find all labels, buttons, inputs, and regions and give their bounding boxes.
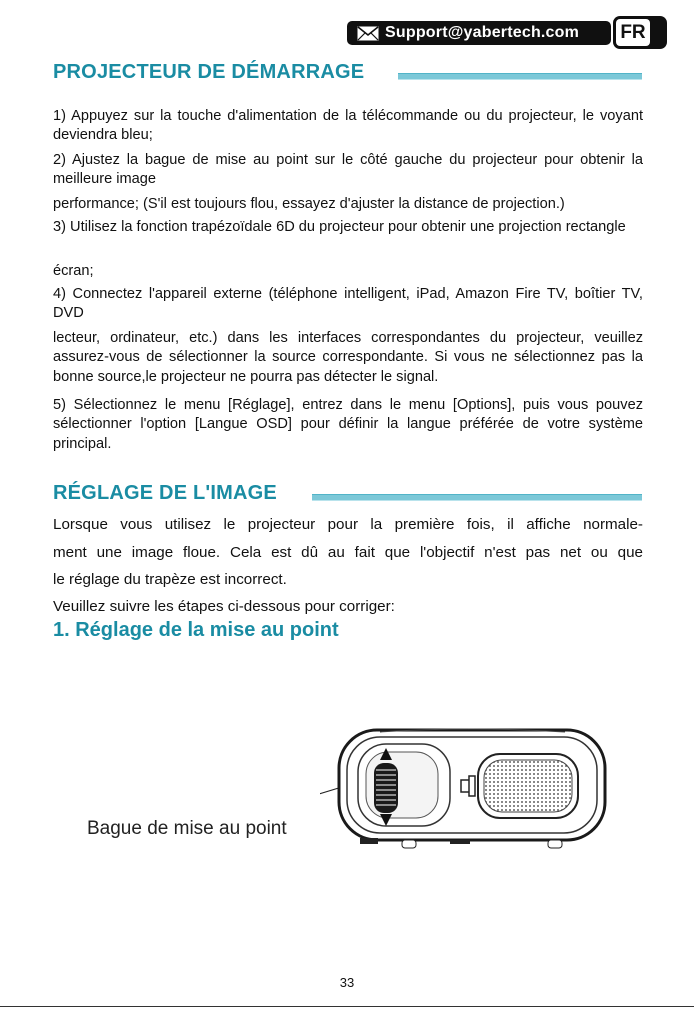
language-code: FR: [616, 19, 650, 46]
support-email-badge: [347, 21, 611, 45]
focus-ring-label: Bague de mise au point: [87, 818, 287, 839]
step-3-continuation: écran;: [53, 263, 94, 279]
section-title-rule-2: [312, 494, 642, 501]
language-badge: [613, 16, 667, 49]
step-5-text: 5) Sélectionnez le menu [Réglage], entrez dans le menu [Options], puis vous pouvez sélectionner l'option [Langue OSD] pour définir la langue préférée de votre système principal.: [53, 397, 643, 452]
step-4-continuation: lecteur, ordinateur, etc.) dans les interfaces correspondantes du projecteur, veuillez assurez-vous de sélectionner la source correspondante. Si vous ne sélectionnez pas la bonne source,le projecteur ne pourra pas détecter le signal.: [53, 330, 643, 385]
focus-subtitle: 1. Réglage de la mise au point: [53, 619, 339, 641]
section-title-image: RÉGLAGE DE L'IMAGE: [53, 482, 277, 504]
intro-line-2: ment une image floue. Cela est dû au fait que l'objectif n'est pas net ou que: [53, 544, 643, 561]
step-3-text: 3) Utilisez la fonction trapézoïdale 6D du projecteur pour obtenir une projection rectangle: [53, 219, 626, 235]
step-2-continuation: performance; (S'il est toujours flou, essayez d'ajuster la distance de projection.): [53, 196, 565, 212]
page-number: 33: [339, 975, 355, 990]
support-email-text: Support@yabertech.com: [385, 24, 580, 41]
step-2-text: 2) Ajustez la bague de mise au point sur le côté gauche du projecteur pour obtenir la meilleure image: [53, 152, 643, 188]
step-1-text: 1) Appuyez sur la touche d'alimentation de la télécommande ou du projecteur, le voyant deviendra bleu;: [53, 108, 643, 144]
section-title-rule: [398, 73, 642, 80]
intro-line-1: Lorsque vous utilisez le projecteur pour la première fois, il affiche normale-: [53, 516, 643, 533]
bottom-rule: [0, 1006, 694, 1007]
intro-follow-text: Veuillez suivre les étapes ci-dessous pour corriger:: [53, 598, 395, 615]
envelope-icon: [357, 26, 379, 41]
intro-line-3: le réglage du trapèze est incorrect.: [53, 571, 287, 588]
projector-illustration: [320, 720, 620, 860]
section-title-start: PROJECTEUR DE DÉMARRAGE: [53, 61, 365, 83]
step-4-text: 4) Connectez l'appareil externe (téléphone intelligent, iPad, Amazon Fire TV, boîtier TV, DVD: [53, 286, 643, 322]
